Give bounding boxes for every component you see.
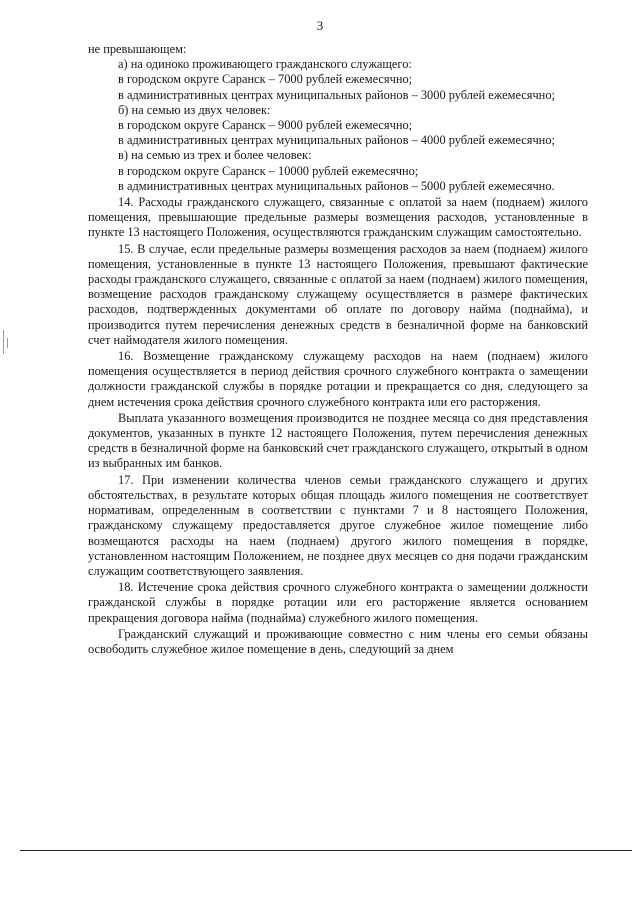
scan-artifact — [3, 330, 4, 354]
paragraph: 16. Возмещение гражданскому служащему расходов на наем (поднаем) жилого помещения осуществляется в период действия срочного служебного контракта о замещении должности гражданской службы в порядке ротации и прекращается со дня, следующего за днем истечения срока действия срочного служебного контракта или его расторжения. — [88, 349, 588, 409]
page-number: 3 — [316, 18, 324, 33]
paragraph: а) на одиноко проживающего гражданского служащего: — [118, 57, 412, 72]
paragraph: в административных центрах муниципальных районов – 5000 рублей ежемесячно. — [118, 178, 555, 193]
paragraph: не превышающем: — [88, 42, 187, 56]
paragraph: в городском округе Саранск – 9000 рублей ежемесячно; — [118, 118, 413, 133]
paragraph: Гражданский служащий и проживающие совместно с ним члены его семьи обязаны освободить служебное жилое помещение в день, следующий за днем — [88, 626, 588, 656]
paragraph: в городском округе Саранск – 10000 рублей ежемесячно; — [118, 163, 419, 178]
paragraph: 14. Расходы гражданского служащего, связанные с оплатой за наем (поднаем) жилого помещения, превышающие предельные размеры возмещения расходов, установленные в пункте 13 настоящего Положения, осуществляются гражданским служащим самостоятельно. — [88, 195, 588, 240]
paragraph: в) на семью из трех и более человек: — [118, 148, 312, 163]
paragraph: Выплата указанного возмещения производится не позднее месяца со дня представления документов, указанных в пункте 12 настоящего Положения, путем перечисления денежных средств в безналичной форме на банковский счет гражданского служащего, открытый в одном из выбранных им банков. — [88, 410, 588, 471]
document-body — [88, 42, 588, 657]
paragraph: в административных центрах муниципальных районов – 3000 рублей ежемесячно; — [118, 87, 555, 102]
page-bottom-rule — [20, 850, 632, 851]
paragraph: в городском округе Саранск – 7000 рублей ежемесячно; — [118, 72, 413, 87]
paragraph: 17. При изменении количества членов семьи гражданского служащего и других обстоятельствах, в результате которых общая площадь жилого помещения не соответствует нормативам, определенным в соответствии с пунктами 7 и 8 настоящего Положения, гражданскому служащему предоставляется другое служебное жилое помещение либо возмещаются расходы на наем (поднаем) другого жилого помещения в порядке, установленном настоящим Положением, не позднее двух месяцев со дня подачи гражданским служащим соответствующего заявления. — [88, 472, 588, 578]
paragraph: в административных центрах муниципальных районов – 4000 рублей ежемесячно; — [118, 133, 555, 148]
paragraph: 15. В случае, если предельные размеры возмещения расходов за наем (поднаем) жилого помещения, установленные в пункте 13 настоящего Положения, превышают фактические расходы гражданского служащего, связанные с оплатой за наем (поднаем) жилого помещения, возмещение расходов гражданскому служащему осуществляется в размере фактических расходов, подтвержденных документами об оплате по договору найма (поднайма), и производится путем перечисления денежных средств в безналичной форме на банковский счет наймодателя жилого помещения. — [88, 241, 588, 347]
paragraph: 18. Истечение срока действия срочного служебного контракта о замещении должности гражданской службы в порядке ротации или его расторжение является основанием прекращения договора найма (поднайма) служебного жилого помещения. — [88, 580, 588, 625]
scan-artifact — [7, 338, 8, 348]
paragraph: б) на семью из двух человек: — [118, 102, 271, 117]
